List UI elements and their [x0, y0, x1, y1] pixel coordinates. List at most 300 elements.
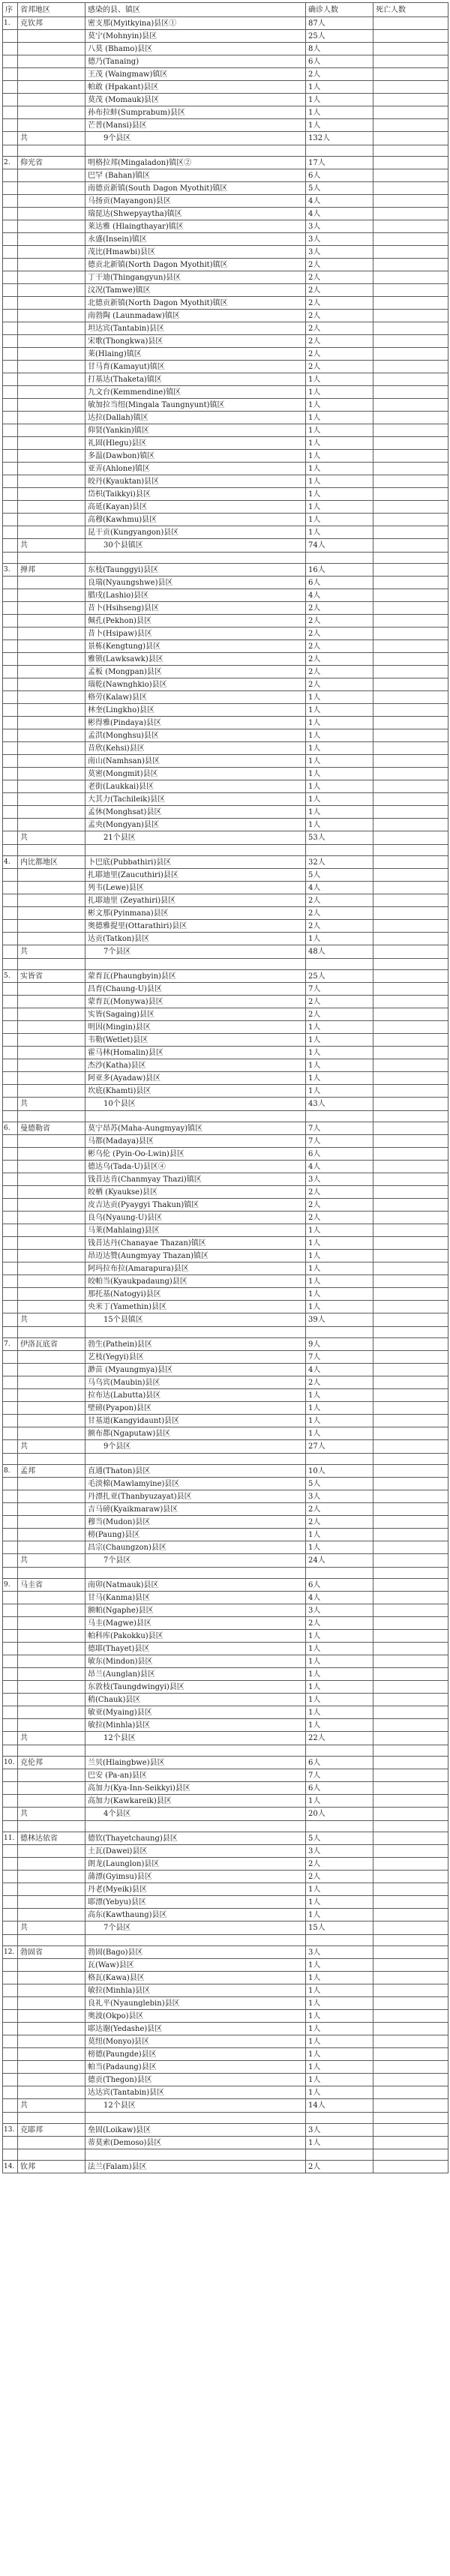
- spacer-cell: [18, 1327, 86, 1338]
- table-row: [3, 1643, 448, 1655]
- row-index: [3, 488, 18, 501]
- header-region: 省邦地区: [18, 3, 86, 17]
- township-cell: 壁磅(Pyapon)县区: [86, 1402, 306, 1415]
- table-row: [3, 2023, 448, 2035]
- row-index: [3, 882, 18, 894]
- deaths-cell: [374, 564, 448, 577]
- region-cell: [18, 1376, 86, 1389]
- table-row: [3, 1909, 448, 1922]
- row-index: [3, 1135, 18, 1148]
- table-row: [3, 882, 448, 894]
- township-cell: 腊戌(Lashio)县区: [86, 589, 306, 602]
- table-row: [3, 1503, 448, 1516]
- deaths-cell: [374, 983, 448, 996]
- total-township-count: 21个县区: [86, 831, 306, 845]
- township-cell: 甘马(Kanma)县区: [86, 1592, 306, 1604]
- deaths-cell: [374, 1008, 448, 1021]
- deaths-cell: [374, 1782, 448, 1795]
- table-row: [3, 1490, 448, 1503]
- spacer-cell: [3, 145, 18, 157]
- row-index: [3, 284, 18, 297]
- row-index: [3, 996, 18, 1008]
- confirmed-cell: 7人: [306, 1122, 374, 1135]
- spacer-cell: [86, 1568, 306, 1579]
- confirmed-cell: 32人: [306, 856, 374, 869]
- table-row: [3, 1946, 448, 1959]
- row-index: [3, 806, 18, 819]
- township-cell: 德耶(Thayet)县区: [86, 1643, 306, 1655]
- spacer-cell: [306, 2113, 374, 2124]
- township-cell: 茂比(Hmawbi)县区: [86, 246, 306, 259]
- spacer-cell: [3, 1111, 18, 1122]
- row-index: [3, 1681, 18, 1694]
- table-row: [3, 1021, 448, 1034]
- township-cell: 蒲漂(Gyimsu)县区: [86, 1871, 306, 1883]
- spacer-cell: [86, 1327, 306, 1338]
- confirmed-cell: 2人: [306, 361, 374, 373]
- township-cell: 良礼平(Nyaunglebin)县区: [86, 1997, 306, 2010]
- region-cell: [18, 1883, 86, 1896]
- table-body: [3, 17, 448, 2173]
- row-index: [3, 2099, 18, 2113]
- row-index: [3, 1148, 18, 1161]
- confirmed-cell: 1人: [306, 475, 374, 488]
- deaths-cell: [374, 717, 448, 729]
- deaths-cell: [374, 768, 448, 780]
- table-row: [3, 68, 448, 81]
- township-cell: 格瓦(Kawa)县区: [86, 1972, 306, 1984]
- row-index: [3, 1604, 18, 1617]
- deaths-cell: [374, 1668, 448, 1681]
- table-row: [3, 2010, 448, 2023]
- table-row: [3, 1769, 448, 1782]
- region-cell: [18, 691, 86, 704]
- region-cell: [18, 195, 86, 208]
- row-index: [3, 1808, 18, 1821]
- row-index: [3, 1351, 18, 1364]
- region-cell: [18, 1199, 86, 1212]
- table-row: [3, 1376, 448, 1389]
- deaths-cell: [374, 1490, 448, 1503]
- township-cell: 彬得雅(Pindaya)县区: [86, 717, 306, 729]
- region-cell: [18, 246, 86, 259]
- region-cell: [18, 1402, 86, 1415]
- deaths-cell: [374, 2023, 448, 2035]
- confirmed-cell: 1人: [306, 463, 374, 475]
- region-cell: [18, 1135, 86, 1148]
- township-cell: 汶况(Tamwe)镇区: [86, 284, 306, 297]
- township-cell: 扎耶迪里(Zaucuthiri)县区: [86, 869, 306, 882]
- deaths-cell: [374, 2061, 448, 2074]
- township-cell: 实皆(Sagaing)县区: [86, 1008, 306, 1021]
- region-cell: [18, 43, 86, 55]
- row-index: [3, 2023, 18, 2035]
- row-index: [3, 182, 18, 195]
- confirmed-cell: 6人: [306, 1148, 374, 1161]
- deaths-cell: [374, 361, 448, 373]
- table-row: [3, 1706, 448, 1719]
- deaths-cell: [374, 589, 448, 602]
- region-cell: [18, 869, 86, 882]
- total-township-count: 30个县镇区: [86, 539, 306, 553]
- row-index: 11.: [3, 1832, 18, 1845]
- table-row: [3, 1984, 448, 1997]
- table-row: [3, 1592, 448, 1604]
- table-row: [3, 907, 448, 920]
- region-cell: [18, 271, 86, 284]
- region-cell: [18, 1592, 86, 1604]
- total-township-count: 10个县区: [86, 1098, 306, 1111]
- confirmed-cell: 3人: [306, 220, 374, 233]
- region-cell: [18, 412, 86, 424]
- table-row: [3, 373, 448, 386]
- confirmed-cell: 3人: [306, 1845, 374, 1858]
- township-cell: 敏亚(Myaing)县区: [86, 1706, 306, 1719]
- confirmed-cell: 3人: [306, 2124, 374, 2137]
- township-cell: 阿玛拉布拉(Amarapura)县区: [86, 1263, 306, 1275]
- township-cell: 榜德(Paungde)县区: [86, 2048, 306, 2061]
- confirmed-cell: 3人: [306, 1946, 374, 1959]
- row-index: [3, 1224, 18, 1237]
- row-index: [3, 424, 18, 437]
- township-cell: 坎底(Khamti)县区: [86, 1085, 306, 1098]
- confirmed-cell: 1人: [306, 1655, 374, 1668]
- row-index: [3, 55, 18, 68]
- deaths-cell: [374, 691, 448, 704]
- deaths-cell: [374, 1288, 448, 1301]
- confirmed-cell: 3人: [306, 246, 374, 259]
- header-row: [3, 3, 448, 17]
- total-row: [3, 1440, 448, 1454]
- table-row: [3, 94, 448, 106]
- row-index: [3, 526, 18, 539]
- confirmed-cell: 1人: [306, 1795, 374, 1808]
- township-cell: 岱枳(Taikkyi)县区: [86, 488, 306, 501]
- deaths-cell: [374, 2124, 448, 2137]
- spacer-cell: [86, 1821, 306, 1832]
- table-row: [3, 1465, 448, 1478]
- table-row: [3, 1959, 448, 1972]
- spacer-cell: [374, 845, 448, 856]
- header-deaths: 死亡人数: [374, 3, 448, 17]
- table-row: [3, 43, 448, 55]
- deaths-cell: [374, 1478, 448, 1490]
- township-cell: 敏东(Mindon)县区: [86, 1655, 306, 1668]
- total-confirmed: 74人: [306, 539, 374, 553]
- spacer-cell: [3, 1327, 18, 1338]
- region-cell: [18, 2061, 86, 2074]
- row-index: [3, 1389, 18, 1402]
- township-cell: 达贡(Tatkon)县区: [86, 933, 306, 945]
- row-index: [3, 310, 18, 322]
- confirmed-cell: 2人: [306, 259, 374, 271]
- row-index: [3, 68, 18, 81]
- township-cell: 仰贤(Yankin)镇区: [86, 424, 306, 437]
- table-row: [3, 742, 448, 755]
- row-index: [3, 1275, 18, 1288]
- spacer-cell: [306, 1568, 374, 1579]
- deaths-cell: [374, 1871, 448, 1883]
- region-cell: 克钦邦: [18, 17, 86, 30]
- confirmed-cell: 5人: [306, 182, 374, 195]
- table-row: [3, 2137, 448, 2149]
- region-cell: [18, 729, 86, 742]
- row-index: 2.: [3, 157, 18, 169]
- deaths-cell: [374, 424, 448, 437]
- deaths-cell: [374, 284, 448, 297]
- confirmed-cell: 4人: [306, 195, 374, 208]
- region-cell: 克耶邦: [18, 2124, 86, 2137]
- table-row: [3, 1719, 448, 1732]
- township-cell: 瑞琵达(Shwepyaytha)镇区: [86, 208, 306, 220]
- deaths-cell: [374, 1059, 448, 1072]
- row-index: [3, 869, 18, 882]
- total-township-count: 7个县区: [86, 945, 306, 959]
- region-cell: [18, 1871, 86, 1883]
- region-cell: [18, 322, 86, 335]
- deaths-cell: [374, 488, 448, 501]
- deaths-cell: [374, 996, 448, 1008]
- confirmed-cell: 1人: [306, 768, 374, 780]
- row-index: [3, 132, 18, 145]
- deaths-cell: [374, 1959, 448, 1972]
- row-index: [3, 729, 18, 742]
- table-row: [3, 195, 448, 208]
- table-row: [3, 412, 448, 424]
- deaths-cell: [374, 1617, 448, 1630]
- region-cell: 实皆省: [18, 970, 86, 983]
- confirmed-cell: 1人: [306, 806, 374, 819]
- total-row: [3, 945, 448, 959]
- row-index: [3, 1313, 18, 1327]
- deaths-cell: [374, 1047, 448, 1059]
- deaths-cell: [374, 1237, 448, 1250]
- deaths-cell: [374, 1896, 448, 1909]
- region-cell: [18, 983, 86, 996]
- confirmed-cell: 2人: [306, 1008, 374, 1021]
- region-cell: [18, 907, 86, 920]
- total-label: 共: [18, 2099, 86, 2113]
- township-cell: 良瑞(Nyaungshwe)县区: [86, 577, 306, 589]
- deaths-cell: [374, 602, 448, 615]
- deaths-cell: [374, 1376, 448, 1389]
- row-index: [3, 1959, 18, 1972]
- township-cell: 孟休(Monghsat)县区: [86, 806, 306, 819]
- table-row: [3, 1047, 448, 1059]
- confirmed-cell: 1人: [306, 2023, 374, 2035]
- region-cell: [18, 310, 86, 322]
- total-township-count: 12个县区: [86, 2099, 306, 2113]
- township-cell: 稍(Chauk)县区: [86, 1694, 306, 1706]
- township-cell: 南德贡新镇(South Dagon Myothit)镇区: [86, 182, 306, 195]
- township-cell: 皎栖 (Kyaukse)县区: [86, 1186, 306, 1199]
- table-row: [3, 1173, 448, 1186]
- region-cell: [18, 1617, 86, 1630]
- table-row: [3, 259, 448, 271]
- spacer-cell: [306, 1111, 374, 1122]
- table-row: [3, 1478, 448, 1490]
- region-cell: [18, 2086, 86, 2099]
- row-index: [3, 755, 18, 768]
- table-row: [3, 1135, 448, 1148]
- row-index: [3, 322, 18, 335]
- confirmed-cell: 87人: [306, 17, 374, 30]
- spacer-cell: [86, 2149, 306, 2161]
- spacer-cell: [18, 2113, 86, 2124]
- section-spacer-row: [3, 1821, 448, 1832]
- deaths-cell: [374, 1984, 448, 1997]
- row-index: [3, 475, 18, 488]
- row-index: [3, 1059, 18, 1072]
- confirmed-cell: 7人: [306, 983, 374, 996]
- township-cell: 昌育(Chaung-U)县区: [86, 983, 306, 996]
- table-row: [3, 424, 448, 437]
- region-cell: [18, 742, 86, 755]
- region-cell: [18, 1630, 86, 1643]
- deaths-cell: [374, 755, 448, 768]
- region-cell: [18, 704, 86, 717]
- region-cell: [18, 399, 86, 412]
- township-cell: 莱(Hlaing)镇区: [86, 348, 306, 361]
- deaths-cell: [374, 322, 448, 335]
- township-cell: 高加力(Kawkareik)县区: [86, 1795, 306, 1808]
- row-index: [3, 1072, 18, 1085]
- row-index: [3, 94, 18, 106]
- region-cell: [18, 488, 86, 501]
- deaths-cell: [374, 1465, 448, 1478]
- row-index: [3, 246, 18, 259]
- confirmed-cell: 1人: [306, 1415, 374, 1427]
- confirmed-cell: 1人: [306, 793, 374, 806]
- township-cell: 马乌宾(Maubin)县区: [86, 1376, 306, 1389]
- deaths-cell: [374, 55, 448, 68]
- confirmed-cell: 1人: [306, 1034, 374, 1047]
- total-deaths: [374, 1554, 448, 1568]
- table-row: [3, 577, 448, 589]
- table-row: [3, 894, 448, 907]
- row-index: [3, 1415, 18, 1427]
- township-cell: 昔欣(Kehsi)县区: [86, 742, 306, 755]
- township-cell: 央米丁(Yamethin)县区: [86, 1301, 306, 1313]
- township-cell: 南勃陶 (Launmadaw)镇区: [86, 310, 306, 322]
- deaths-cell: [374, 2074, 448, 2086]
- confirmed-cell: 1人: [306, 755, 374, 768]
- township-cell: 法兰(Falam)县区: [86, 2161, 306, 2173]
- deaths-cell: [374, 1694, 448, 1706]
- table-row: [3, 1845, 448, 1858]
- row-index: [3, 2074, 18, 2086]
- confirmed-cell: 5人: [306, 869, 374, 882]
- township-cell: 彬文那(Pyinmana)县区: [86, 907, 306, 920]
- spacer-cell: [86, 845, 306, 856]
- table-row: [3, 640, 448, 653]
- row-index: [3, 1478, 18, 1490]
- township-cell: 蒂莫索(Demoso)县区: [86, 2137, 306, 2149]
- township-cell: 兰贝(Hlaingbwe)县区: [86, 1757, 306, 1769]
- township-cell: 杰沙(Katha)县区: [86, 1059, 306, 1072]
- table-row: [3, 1275, 448, 1288]
- row-index: [3, 220, 18, 233]
- spacer-cell: [306, 1327, 374, 1338]
- table-row: [3, 348, 448, 361]
- total-label: 共: [18, 1732, 86, 1745]
- township-cell: 皎丹(Kyauktan)县区: [86, 475, 306, 488]
- region-cell: [18, 1186, 86, 1199]
- row-index: [3, 2035, 18, 2048]
- confirmed-cell: 1人: [306, 424, 374, 437]
- row-index: [3, 678, 18, 691]
- table-row: [3, 1871, 448, 1883]
- township-cell: 孟洪(Monghsu)县区: [86, 729, 306, 742]
- region-cell: [18, 894, 86, 907]
- township-cell: 朗龙(Launglon)县区: [86, 1858, 306, 1871]
- table-row: [3, 1997, 448, 2010]
- row-index: [3, 1237, 18, 1250]
- row-index: [3, 2137, 18, 2149]
- row-index: [3, 1427, 18, 1440]
- table-row: [3, 526, 448, 539]
- township-cell: 达达宾(Tantabin)县区: [86, 2086, 306, 2099]
- region-cell: [18, 2048, 86, 2061]
- region-cell: [18, 1148, 86, 1161]
- confirmed-cell: 1人: [306, 81, 374, 94]
- region-cell: [18, 233, 86, 246]
- region-cell: [18, 1389, 86, 1402]
- confirmed-cell: 1人: [306, 1275, 374, 1288]
- confirmed-cell: 3人: [306, 1490, 374, 1503]
- section-spacer-row: [3, 959, 448, 970]
- row-index: [3, 1186, 18, 1199]
- deaths-cell: [374, 1415, 448, 1427]
- deaths-cell: [374, 297, 448, 310]
- confirmed-cell: 3人: [306, 1604, 374, 1617]
- region-cell: [18, 933, 86, 945]
- total-deaths: [374, 132, 448, 145]
- table-row: [3, 1199, 448, 1212]
- row-index: [3, 1643, 18, 1655]
- region-cell: [18, 653, 86, 666]
- table-row: [3, 386, 448, 399]
- region-cell: [18, 119, 86, 132]
- total-label: 共: [18, 132, 86, 145]
- total-township-count: 7个县区: [86, 1922, 306, 1935]
- township-cell: 阿亚多(Ayadaw)县区: [86, 1072, 306, 1085]
- region-cell: [18, 463, 86, 475]
- confirmed-cell: 2人: [306, 322, 374, 335]
- confirmed-cell: 1人: [306, 691, 374, 704]
- table-row: [3, 119, 448, 132]
- confirmed-cell: 1人: [306, 704, 374, 717]
- total-label: 共: [18, 945, 86, 959]
- township-cell: 敏拉(Minhla)县区: [86, 1984, 306, 1997]
- region-cell: [18, 361, 86, 373]
- spacer-cell: [18, 1454, 86, 1465]
- region-cell: [18, 1668, 86, 1681]
- table-row: [3, 2035, 448, 2048]
- confirmed-cell: 1人: [306, 1288, 374, 1301]
- section-spacer-row: [3, 845, 448, 856]
- spacer-cell: [3, 1454, 18, 1465]
- region-cell: [18, 1021, 86, 1034]
- deaths-cell: [374, 793, 448, 806]
- region-cell: [18, 1896, 86, 1909]
- row-index: [3, 335, 18, 348]
- deaths-cell: [374, 1516, 448, 1529]
- township-cell: 额帕(Ngaphe)县区: [86, 1604, 306, 1617]
- confirmed-cell: 4人: [306, 1592, 374, 1604]
- deaths-cell: [374, 1224, 448, 1237]
- confirmed-cell: 1人: [306, 717, 374, 729]
